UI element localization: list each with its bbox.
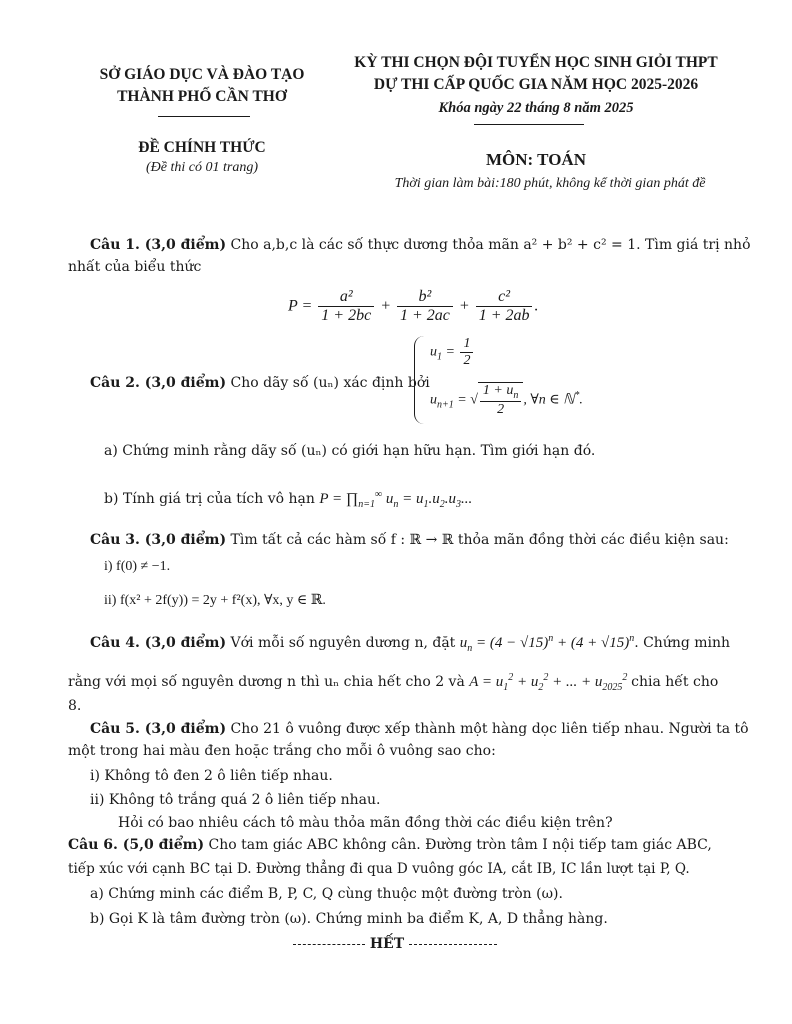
q2-label: Câu 2. (3,0 điểm) [90, 375, 227, 391]
q3-text: Tìm tất cả các hàm số f : ℝ → ℝ thỏa mãn đồng thời các điều kiện sau: [230, 532, 729, 548]
q2-part-b: b) Tính giá trị của tích vô hạn $P = \prod_{n=1}^\infty$ $u_n = u_1.u_2.u_3$... [104, 489, 473, 510]
q4-text-1b: . Chứng minh [634, 635, 731, 651]
pages-note: (Đề thi có 01 trang) [146, 160, 258, 175]
q5-line-1 [90, 720, 749, 738]
department-underline [158, 116, 250, 117]
official-label: ĐỀ CHÍNH THỨC [138, 139, 266, 156]
exam-title-line-2: DỰ THI CẤP QUỐC GIA NĂM HỌC 2025-2026 [373, 76, 699, 93]
q4-text-2b: chia hết cho [631, 674, 719, 690]
q3-condition-i: i) f(0) ≠ −1. [104, 559, 171, 574]
q1-formula: P = $\frac{\text{a²}}{1 + 2bc}$ + $\frac{\text{b²}}{1 + 2ac}$ + $\frac{\text{c²}}{1 + 2ab}$ . [288, 288, 539, 324]
q4-label: Câu 4. (3,0 điểm) [90, 635, 227, 651]
q6-line-2: tiếp xúc với cạnh BC tại D. Đường thẳng đi qua D vuông góc IA, cắt IB, IC lần lượt tại P, Q. [68, 861, 690, 877]
exam-date: Khóa ngày 22 tháng 8 năm 2025 [438, 100, 634, 116]
q6-label: Câu 6. (5,0 điểm) [68, 837, 205, 853]
q4-line-1: Câu 4. (3,0 điểm) Với mỗi số nguyên dương n, đặt $u_n = (4 - √15)^n + (4 + √15)^n$. Chứng minh [90, 633, 731, 654]
end-marker [290, 936, 500, 952]
exam-title-line-1: KỲ THI CHỌN ĐỘI TUYỂN HỌC SINH GIỎI THPT [354, 54, 718, 71]
department-title [82, 64, 322, 108]
q6-part-b: b) Gọi K là tâm đường tròn (ω). Chứng minh ba điểm K, A, D thẳng hàng. [90, 911, 608, 927]
q4-line-3: 8. [68, 698, 82, 714]
q4-text-1: Với mỗi số nguyên dương n, đặt [230, 635, 456, 651]
q2-part-a: a) Chứng minh rằng dãy số (uₙ) có giới hạn hữu hạn. Tìm giới hạn đó. [104, 443, 596, 459]
q2-part-b-text: b) Tính giá trị của tích vô hạn [104, 491, 315, 507]
q1-line-1 [90, 236, 751, 254]
q5-condition-ii: ii) Không tô trắng quá 2 ô liên tiếp nhau. [90, 792, 381, 808]
q4-line-2: rằng với mọi số nguyên dương n thì uₙ chia hết cho 2 và $A = u_1^2 + u_2^2$ + ... + $u_{2025}^2$ chia hết cho [68, 672, 719, 693]
end-rule-left [293, 944, 365, 945]
department-line-2: THÀNH PHỐ CẦN THƠ [117, 88, 287, 105]
q5-question: Hỏi có bao nhiêu cách tô màu thỏa mãn đồng thời các điều kiện trên? [118, 815, 613, 831]
q5-line-2: một trong hai màu đen hoặc trắng cho mỗi ô vuông sao cho: [68, 743, 496, 759]
q5-text-1: Cho 21 ô vuông được xếp thành một hàng dọc liên tiếp nhau. Người ta tô [230, 721, 749, 737]
time-note: Thời gian làm bài:180 phút, không kể thời gian phát đề [394, 176, 706, 191]
q6-text-1: Cho tam giác ABC không cân. Đường tròn tâm I nội tiếp tam giác ABC, [208, 837, 712, 853]
q2-brace [414, 336, 425, 424]
q5-label: Câu 5. (3,0 điểm) [90, 721, 227, 737]
department-line-1: SỞ GIÁO DỤC VÀ ĐÀO TẠO [99, 66, 305, 83]
q1-label: Câu 1. (3,0 điểm) [90, 237, 227, 253]
q2-system: $u_1$ = $\frac{1}{2}$ $u_{n+1}$ = √ $\frac{1 + u_n}{2}$ , ∀n ∈ ℕ*. [430, 336, 583, 417]
q1-text-1: Cho a,b,c là các số thực dương thỏa mãn a² + b² + c² = 1. Tìm giá trị nhỏ [230, 237, 751, 253]
q5-condition-i: i) Không tô đen 2 ô liên tiếp nhau. [90, 768, 333, 784]
q6-part-a: a) Chứng minh các điểm B, P, C, Q cùng thuộc một đường tròn (ω). [90, 886, 563, 902]
q3-line-1 [90, 531, 729, 549]
q4-text-2: rằng với mọi số nguyên dương n thì uₙ chia hết cho 2 và [68, 674, 465, 690]
end-rule-right [409, 944, 497, 945]
date-underline [474, 124, 584, 125]
q2-text: Cho dãy số (uₙ) xác định bởi [230, 375, 430, 391]
subject-title: MÔN: TOÁN [486, 150, 586, 169]
q2-line-1 [90, 374, 430, 392]
q1-line-2: nhất của biểu thức [68, 259, 202, 275]
end-text: HẾT [369, 936, 405, 952]
q6-line-1 [68, 836, 712, 854]
exam-title [330, 52, 742, 96]
q3-label: Câu 3. (3,0 điểm) [90, 532, 227, 548]
q3-condition-ii: ii) f(x² + 2f(y)) = 2y + f²(x), ∀x, y ∈ ℝ. [104, 593, 326, 608]
